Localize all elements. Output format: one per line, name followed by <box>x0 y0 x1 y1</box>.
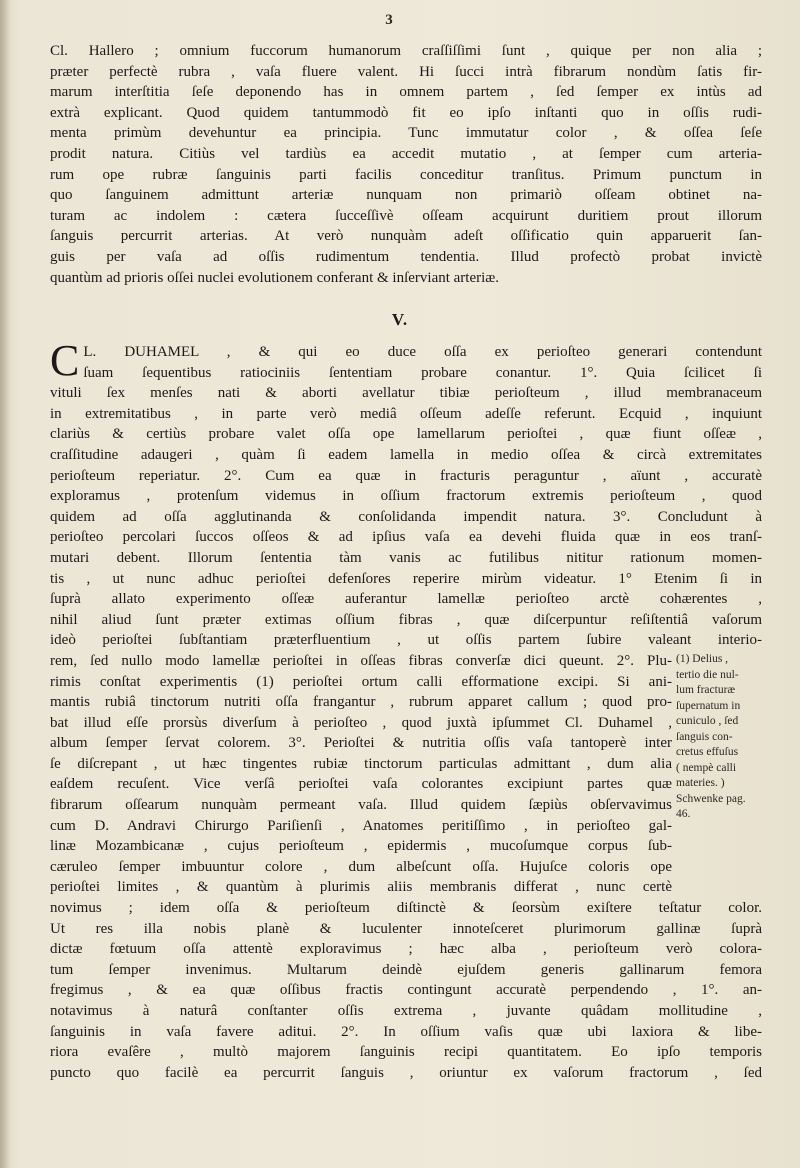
text-line: exploramus , protenſum videmus in oſſium fractorum extremis perioſteum , quod <box>50 488 762 505</box>
text-line: tum ſemper invenimus. Multarum deindè ejuſdem generis gallinarum femora <box>50 961 762 978</box>
text-line: quo ſanguinem admittunt arteriæ nunquam non primariò oſſeam obtinet na- <box>50 187 762 204</box>
footnote-line: ( nempè calli <box>676 761 737 774</box>
text-line: ſe diſcrepant , ut hæc tingentes rubiæ tinctorum particulas admittant , dum alia <box>50 755 672 772</box>
text-line: cum D. Andravi Chirurgo Pariſienſi , Anatomes peritiſſimo , in perioſteo gal- <box>50 817 672 834</box>
text-line: turam ac indolem : cætera ſucceſſivè oſſeam acquirunt duritiem prout illorum <box>50 207 762 224</box>
text-line: bat illud eſſe prorsùs diverſum à perioſteo , quod juxtà ipſummet Cl. Duhamel , <box>50 714 672 731</box>
footnote-line: cretus effuſus <box>676 746 739 758</box>
paragraph-block-1 <box>50 41 762 288</box>
text-line: perioſtei limites , & quantùm à plurimis aliis membranis differat , nunc certè <box>50 879 672 896</box>
paragraph-block-2 <box>50 336 762 1083</box>
text-line: vituli ſex menſes nati & aborti avellatur tibiæ perioſteum , illud membranaceum <box>50 385 762 402</box>
text-line: craſſitudine adaugeri , quàm ſi eadem lamella in medio oſſea & circà extremitates <box>50 446 762 463</box>
text-line: perioſteum reperiatur. 2°. Cum ea quæ in fracturis peraguntur , aïunt , accuratè <box>50 467 762 484</box>
text-line: ſanguinis in vaſa favere aditui. 2°. In oſſium vaſis quæ ubi laxiora & libe- <box>50 1023 762 1040</box>
text-line: perioſteo percolari ſuccos oſſeos & ad ipſius vaſa ea devehi fluida quæ in eos tranſ- <box>50 529 762 546</box>
text-line: Cl. Hallero ; omnium fuccorum humanorum craſſiſſimi ſunt , quique per non alia ; <box>50 43 762 59</box>
drop-cap: C <box>50 336 80 385</box>
text-line: notavimus à naturâ conſtanter oſſis extrema , juvante quâdam mollitudine , <box>50 1003 762 1019</box>
page-number: 3 <box>385 12 393 28</box>
section-heading: V. <box>391 310 409 329</box>
text-line: linæ Mozambicanæ , cujus perioſteum , epidermis , mucoſumque corpus ſub- <box>50 838 672 855</box>
text-line: rem, ſed nullo modo lamellæ perioſtei in oſſeas fibras converſæ dici queunt. 2°. Plu- <box>50 652 672 669</box>
text-line: ideò perioſtei ſubſtantiam præterfluentium , ut oſſis partem ſubire valeant interio- <box>50 632 762 649</box>
text-line: fibrarum oſſearum nunquàm permeant vaſa. Illud quidem ſæpiùs obſervavimus <box>50 797 672 814</box>
text-line: extrà explicant. Quod quidem tantummodò fit eo ipſo inſtanti quo in oſſis rudi- <box>50 104 762 121</box>
text-line: novimus ; idem oſſa & perioſteum diſtinctè & ſeorsùm exiſtere teſtatur color. <box>50 900 762 917</box>
text-line: mantis rubiâ tinctorum nutriti oſſa frangantur , rubrum apparet callum ; quod pro- <box>50 694 672 711</box>
footnote-line: lum fracturæ <box>676 684 736 696</box>
text-line: Ut res illa nobis planè & luculenter innoteſceret plurimorum gallinæ ſuprà <box>50 920 762 937</box>
text-line: fregimus , & ea quæ oſſibus fractis contingunt accuratè perpendendo , 1°. an- <box>50 982 762 999</box>
text-line: prodit natura. Citiùs vel tardiùs ea accedit mutatio , at ſemper cum arteria- <box>50 145 762 162</box>
footnote-line: cuniculo , ſed <box>676 715 739 727</box>
text-line: mutari debent. Illorum ſententia tàm vanis ac futilibus nititur rationum momen- <box>50 549 762 566</box>
text-line: ſuprà allato experimento oſſeæ auferantur lamellæ perioſteo arctè cohærentes , <box>50 591 762 608</box>
text-line: marum interſtitia ſeſe deponendo has in omnem partem , ſed ſemper ex intùs ad <box>50 84 762 101</box>
footnote-line: ſanguis con- <box>676 730 733 743</box>
text-line: ſanguis percurrit arterias. At verò nunquàm adeſt oſſificatio quin apparuerit ſan- <box>50 228 762 245</box>
text-line: eaſdem recuſent. Vice verſâ perioſtei vaſa colorantes excipiunt partes quæ <box>50 776 672 793</box>
binding-shadow <box>0 0 10 1168</box>
text-line: L. DUHAMEL , & qui eo duce oſſa ex perioſteo generari contendunt <box>83 344 762 360</box>
text-line: dictæ fœtuum oſſa attentè exploravimus ; hæc alba , perioſteum verò colora- <box>50 941 762 958</box>
text-line: clariùs & certiùs probare valet oſſa ope lamellarum perioſtei , quæ fiunt oſſeæ , <box>50 426 762 443</box>
text-line: tis , ut nunc adhuc perioſtei defenſores reperire mirùm videatur. 1° Etenim ſi in <box>50 570 762 587</box>
text-line: ſuam ſequentibus ratiociniis ſententiam probare conantur. 1°. Quia ſcilicet ſi <box>83 364 762 381</box>
text-line: riora evaſêre , multò majorem ſanguinis recipi quantitatem. Eo ipſo temporis <box>50 1044 762 1061</box>
text-line: album ſemper ſervat colorem. 3°. Perioſtei & nutritia oſſis vaſa tantoperè inter <box>50 735 672 752</box>
text-line: quantùm ad prioris oſſei nuclei evolutionem conferant & inſerviant arteriæ. <box>50 269 500 286</box>
text-line: rimis conſtat experimentis (1) perioſtei ortum calli efformatione excipi. Si ani- <box>50 673 672 690</box>
footnote-line: 46. <box>676 808 691 820</box>
footnote-line: (1) Delius , <box>676 653 729 665</box>
text-line: in extremitatibus , in parte verò mediâ oſſeum adeſſe referunt. Ecquid , inquiunt <box>50 405 762 422</box>
footnote-line: ſupernatum in <box>676 699 741 712</box>
footnote-line: materies. ) <box>676 777 725 789</box>
text-line: cæruleo ſemper imbuuntur colore , dum albeſcunt oſſa. Hujuſce coloris ope <box>50 858 672 875</box>
text-line: puncto quo facilè ea percurrit ſanguis , oriuntur ex vaſorum fractorum , ſed <box>50 1064 762 1081</box>
text-line: guis per vaſa ad oſſis rudimentum tendentia. Illud profectò probat invictè <box>50 248 762 265</box>
text-line: nihil aliud ſunt præter extimas oſſium fibras , quæ diſcerpuntur reſiſtentiâ vaſorum <box>50 611 762 628</box>
text-line: menta primùm devehuntur ea principia. Tunc immutatur color , & oſſea ſeſe <box>50 125 762 142</box>
footnote-line: tertio die nul- <box>676 668 739 681</box>
text-line: præter perfectè rubra , vaſa fluere valent. Hi ſucci intrà fibrarum nondùm ſatis fir- <box>50 63 762 80</box>
text-line: rum ope rubræ ſanguinis parti facilis conceditur tranſitus. Primum punctum in <box>50 166 762 183</box>
text-line: quidem ad oſſa agglutinanda & conſolidanda impendit natura. 3°. Concludunt à <box>50 508 762 525</box>
footnote-line: Schwenke pag. <box>676 792 746 805</box>
footnote <box>676 652 772 823</box>
